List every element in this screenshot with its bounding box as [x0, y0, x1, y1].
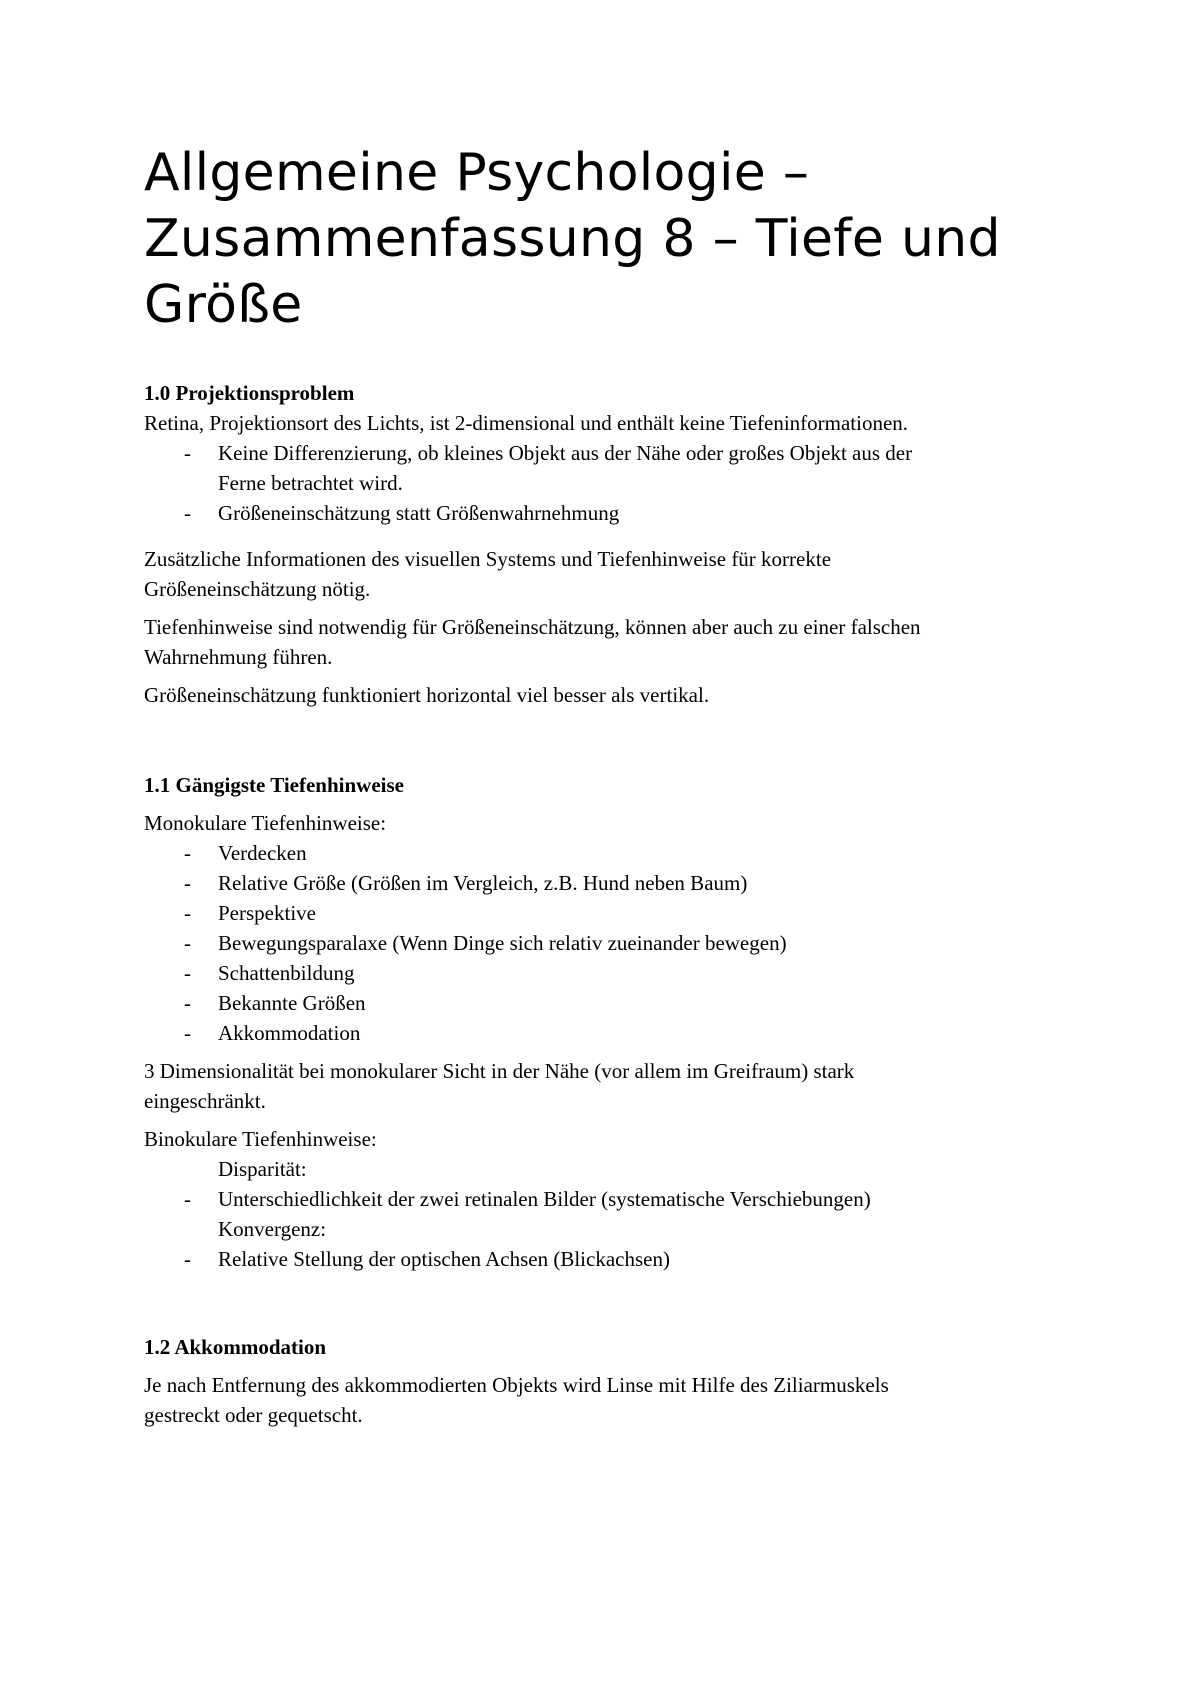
list-label: Monokulare Tiefenhinweise:: [144, 811, 387, 835]
section-heading: 1.1 Gängigste Tiefenhinweise: [144, 773, 404, 797]
list-item: - Bekannte Größen: [184, 991, 366, 1015]
list-item: - Verdecken: [184, 841, 307, 865]
paragraph: Größeneinschätzung funktioniert horizontal viel besser als vertikal.: [144, 683, 710, 707]
section-heading: 1.2 Akkommodation: [144, 1335, 327, 1359]
section-tiefenhinweise: [144, 770, 1064, 1274]
title-line: Zusammenfassung 8 – Tiefe und: [144, 209, 1001, 269]
paragraph: Zusätzliche Informationen des visuellen Systems und Tiefenhinweise für korrekte Größeneinschätzung nötig.: [144, 547, 832, 601]
section-heading: 1.0 Projektionsproblem: [144, 381, 355, 405]
paragraph: Tiefenhinweise sind notwendig für Größeneinschätzung, können aber auch zu einer falschen Wahrnehmung führen.: [144, 615, 921, 669]
list-item: - Größeneinschätzung statt Größenwahrnehmung: [184, 501, 620, 525]
section-projektionsproblem: [144, 378, 1064, 710]
bullet-list: [144, 438, 1064, 528]
list-label: Binokulare Tiefenhinweise:: [144, 1127, 377, 1151]
list-item: - Akkommodation: [184, 1021, 361, 1045]
list-item-label: Konvergenz:: [218, 1217, 327, 1241]
paragraph: Je nach Entfernung des akkommodierten Objekts wird Linse mit Hilfe des Ziliarmuskels gestreckt oder gequetscht.: [144, 1373, 889, 1427]
paragraph: 3 Dimensionalität bei monokularer Sicht in der Nähe (vor allem im Greifraum) stark eingeschränkt.: [144, 1059, 855, 1113]
list-item: - Perspektive: [184, 901, 316, 925]
title-line: Größe: [144, 275, 303, 335]
list-item: - Keine Differenzierung, ob kleines Objekt aus der Nähe oder großes Objekt aus der: [184, 441, 913, 465]
binocular-list: [144, 1154, 1064, 1274]
list-item: - Schattenbildung: [184, 961, 355, 985]
title-line: Allgemeine Psychologie –: [144, 143, 810, 203]
list-item: - Bewegungsparalaxe (Wenn Dinge sich relativ zueinander bewegen): [184, 931, 787, 955]
list-item: - Unterschiedlichkeit der zwei retinalen Bilder (systematische Verschiebungen): [184, 1187, 871, 1211]
monocular-list: [144, 838, 1064, 1048]
list-item: - Relative Größe (Größen im Vergleich, z.B. Hund neben Baum): [184, 871, 748, 895]
list-item-label: Disparität:: [218, 1157, 307, 1181]
paragraph: Retina, Projektionsort des Lichts, ist 2-dimensional und enthält keine Tiefeninformationen.: [144, 411, 909, 435]
document-content: [144, 140, 1064, 1430]
section-akkommodation: [144, 1332, 1064, 1430]
list-item-continuation: Ferne betrachtet wird.: [218, 471, 403, 495]
list-item: - Relative Stellung der optischen Achsen (Blickachsen): [184, 1247, 670, 1271]
document-title: [144, 140, 1064, 338]
